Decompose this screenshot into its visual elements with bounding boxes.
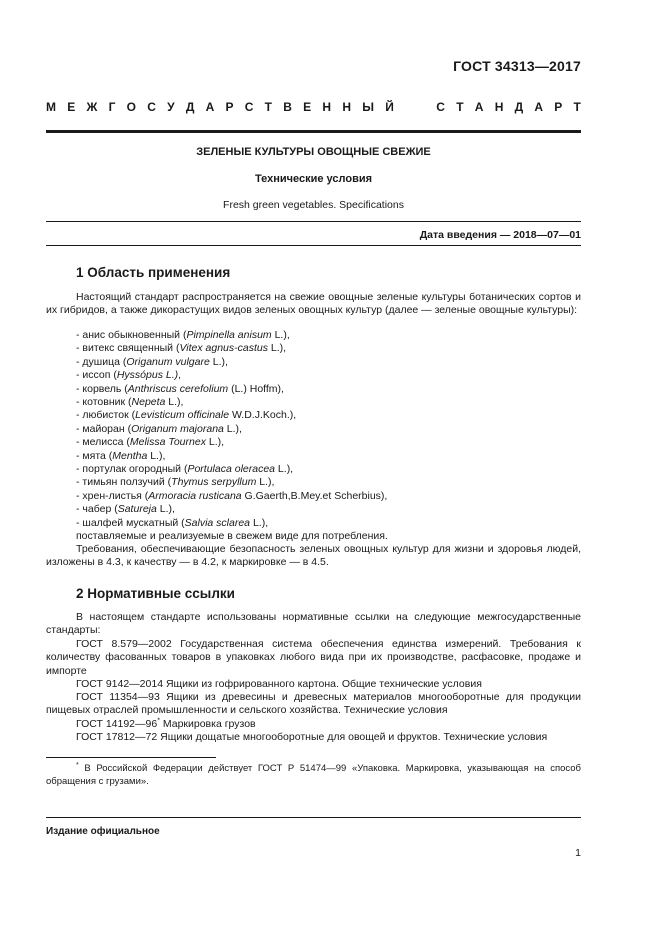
heading-letter: Д <box>185 100 195 114</box>
heading-letter: Е <box>67 100 76 114</box>
heading-letter: Н <box>342 100 351 114</box>
ref-text: Маркировка грузов <box>159 718 256 730</box>
latin-name: Hyssópus L.) <box>116 369 179 382</box>
title-rule <box>46 221 581 222</box>
list-item <box>76 503 175 516</box>
author-suffix: L.), <box>223 422 242 435</box>
list-item <box>76 463 293 476</box>
author-suffix: L.), <box>156 503 175 516</box>
common-name: - любисток ( <box>76 409 136 422</box>
page-number: 1 <box>575 847 581 859</box>
list-item <box>76 476 274 489</box>
heading-letter: Т <box>264 100 273 114</box>
common-name: - мелисса ( <box>76 436 130 449</box>
common-name: - витекс священный ( <box>76 342 180 355</box>
heading-letter: С <box>244 100 254 114</box>
author-suffix: L.), <box>250 516 269 529</box>
author-suffix: , <box>178 369 182 382</box>
common-name: - портулак огородный ( <box>76 463 188 475</box>
list-item <box>76 436 224 449</box>
list-item <box>76 517 268 530</box>
gost-code: ГОСТ 34313—2017 <box>453 58 581 74</box>
common-name: - анис обыкновенный ( <box>76 329 187 341</box>
section-1-requirements: Требования, обеспечивающие безопасность зеленых овощных культур для жизни и здоровья людей, изложены в 4.3, к качеству — в 4.2, к маркировке — в 4.5. <box>46 543 581 569</box>
list-item <box>76 409 296 422</box>
latin-name: Melissa Tournex <box>129 436 206 449</box>
author-suffix: L.), <box>165 396 184 408</box>
standard-type-heading <box>46 100 581 114</box>
heading-letter: Т <box>573 100 581 114</box>
heading-letter: Й <box>385 100 394 114</box>
list-item <box>76 329 290 342</box>
section-2-intro: В настоящем стандарте использованы нормативные ссылки на следующие межгосударственные стандарты: <box>46 611 581 637</box>
heading-letter: А <box>474 100 484 114</box>
heading-letter: С <box>147 100 156 114</box>
latin-name: Portulaca oleracea <box>187 463 276 475</box>
normative-ref: ГОСТ 9142—2014 Ящики из гофрированного картона. Общие технические условия <box>76 678 482 690</box>
list-item <box>76 383 284 396</box>
common-name: - душица ( <box>76 355 127 368</box>
heading-letter: О <box>126 100 136 114</box>
heading-letter: В <box>283 100 292 114</box>
heading-letter: Е <box>303 100 312 114</box>
section-1-intro: Настоящий стандарт распространяется на свежие овощные зеленые культуры ботанических сортов и их гибридов, а также дикорастущих видов зеленых овощных культур (далее — зеленые овощные культуры): <box>46 291 581 317</box>
common-name: - чабер ( <box>76 503 118 516</box>
latin-name: Armoracia rusticana <box>148 489 242 502</box>
heading-letter: А <box>534 100 544 114</box>
common-name: - корвель ( <box>76 382 128 395</box>
footnote-mark: * <box>76 761 79 769</box>
heading-letter: Т <box>456 100 464 114</box>
normative-ref: ГОСТ 8.579—2002 Государственная система обеспечения единства измерений. Требования к количеству фасованных товаров в упаковках любого вида при их производстве, расфасовке, продаже и импорте <box>46 638 581 677</box>
list-item <box>76 423 242 436</box>
footnote-mark: * <box>157 717 160 725</box>
list-item <box>76 396 183 409</box>
heading-letter: Н <box>322 100 332 114</box>
document-title: ЗЕЛЕНЫЕ КУЛЬТУРЫ ОВОЩНЫЕ СВЕЖИЕ <box>196 146 431 158</box>
footnote-rule <box>46 757 216 758</box>
latin-name: Nepeta <box>131 396 166 408</box>
latin-name: Levisticum officinale <box>135 409 230 422</box>
latin-name: Satureja <box>117 503 157 516</box>
latin-name: Mentha <box>112 449 148 462</box>
date-rule <box>46 245 581 246</box>
author-suffix: G.Gaerth,B.Mey.et Scherbius), <box>241 489 388 502</box>
author-suffix: W.D.J.Koch.), <box>229 409 297 422</box>
heading-letter: Н <box>494 100 504 114</box>
footnote <box>46 763 581 788</box>
intro-date: Дата введения — 2018—07—01 <box>419 229 581 241</box>
list-item <box>76 490 387 503</box>
list-item <box>76 342 286 355</box>
heading-letter: С <box>436 100 445 114</box>
heading-letter: Г <box>108 100 116 114</box>
heading-letter: Р <box>225 100 234 114</box>
latin-name: Vitex agnus-castus <box>179 342 268 355</box>
heading-letter: М <box>46 100 56 114</box>
author-suffix: L.), <box>147 449 166 462</box>
common-name: - иссоп ( <box>76 369 117 382</box>
list-item <box>76 450 165 463</box>
list-item <box>76 369 181 382</box>
heading-letter: Д <box>514 100 524 114</box>
section-1-heading: 1 Область применения <box>76 265 231 280</box>
heading-letter <box>405 100 425 114</box>
section-1-closing: поставляемые и реализуемые в свежем виде для потребления. <box>76 530 388 542</box>
latin-name: Origanum majorana <box>131 422 224 435</box>
author-suffix: L.), <box>256 476 275 489</box>
common-name: - хрен-листья ( <box>76 489 149 502</box>
heading-letter: У <box>167 100 175 114</box>
footer-rule <box>46 817 581 818</box>
normative-ref: ГОСТ 17812—72 Ящики дощатые многооборотные для овощей и фруктов. Технические условия <box>76 731 548 743</box>
common-name: - мята ( <box>76 449 113 462</box>
normative-ref: ГОСТ 11354—93 Ящики из древесины и древесных материалов многооборотные для продукции пищевых отраслей промышленности и сельского хозяйства. Технические условия <box>46 691 581 717</box>
common-name: - тимьян ползучий ( <box>76 476 172 489</box>
common-name: - шалфей мускатный ( <box>76 516 185 529</box>
list-item <box>76 356 228 369</box>
ref-text: ГОСТ 14192—96 <box>76 718 158 730</box>
heading-letter: Ж <box>86 100 98 114</box>
header-rule <box>46 130 581 133</box>
common-name: - котовник ( <box>76 396 132 408</box>
section-2-heading: 2 Нормативные ссылки <box>76 586 235 601</box>
normative-ref-marked <box>46 718 581 731</box>
heading-letter: Ы <box>362 100 374 114</box>
latin-name: Origanum vulgare <box>126 355 210 368</box>
edition-label: Издание официальное <box>46 826 160 837</box>
heading-letter: Р <box>554 100 563 114</box>
author-suffix: L.), <box>209 355 228 368</box>
author-suffix: L.), <box>275 463 294 475</box>
latin-name: Thymus serpyllum <box>171 476 257 489</box>
heading-letter: А <box>205 100 215 114</box>
author-suffix: (L.) Hoffm), <box>228 382 284 395</box>
latin-name: Pimpinella anisum <box>186 329 272 341</box>
document-title-english: Fresh green vegetables. Specifications <box>223 199 404 211</box>
common-name: - майоран ( <box>76 422 132 435</box>
author-suffix: L.), <box>267 342 287 355</box>
latin-name: Salvia sclarea <box>184 516 251 529</box>
author-suffix: L.), <box>271 329 290 341</box>
document-subtitle: Технические условия <box>254 173 373 185</box>
author-suffix: L.), <box>205 436 225 449</box>
footnote-text: В Российской Федерации действует ГОСТ Р 51474—99 «Упаковка. Маркировка, указывающая на способ обращения с грузами». <box>46 763 581 787</box>
latin-name: Anthriscus cerefolium <box>127 382 229 395</box>
